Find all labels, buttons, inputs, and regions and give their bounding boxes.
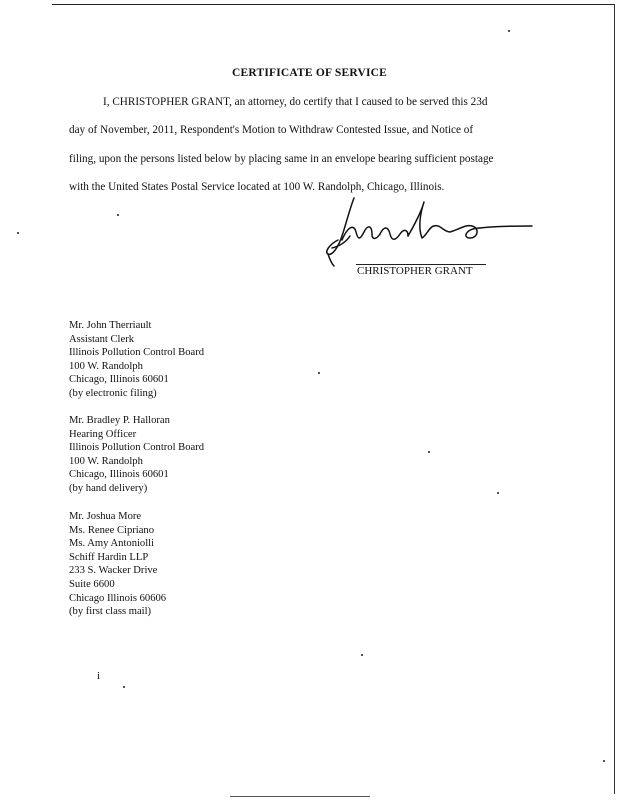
stray-mark: i xyxy=(97,670,101,682)
certificate-title: CERTIFICATE OF SERVICE xyxy=(231,67,388,79)
body-line-1: I, CHRISTOPHER GRANT, an attorney, do certify that I caused to be served this 23d xyxy=(103,96,488,108)
address-line: Chicago, Illinois 60601 xyxy=(69,374,169,386)
address-line: Chicago Illinois 60606 xyxy=(69,592,167,604)
address-line: Schiff Hardin LLP xyxy=(69,551,149,563)
address-line: Chicago, Illinois 60601 xyxy=(69,469,169,481)
recipient-block-schiff-hardin xyxy=(69,510,166,619)
address-line: 100 W. Randolph xyxy=(69,360,143,372)
body-line-2: day of November, 2011, Respondent's Motion to Withdraw Contested Issue, and Notice of xyxy=(69,124,474,136)
address-line: Ms. Amy Antoniolli xyxy=(69,538,155,550)
scan-speck xyxy=(117,214,119,216)
scan-speck xyxy=(123,686,125,688)
scan-speck xyxy=(428,451,430,453)
body-line-3: filing, upon the persons listed below by placing same in an envelope bearing sufficient postage xyxy=(69,153,494,165)
address-line: Hearing Officer xyxy=(69,428,137,440)
scan-speck xyxy=(17,232,19,234)
scan-edge-top xyxy=(52,4,614,5)
scan-speck xyxy=(508,30,510,32)
signature xyxy=(320,196,535,270)
address-line: (by hand delivery) xyxy=(69,482,148,494)
scan-edge-bottom xyxy=(230,796,370,797)
address-line: (by electronic filing) xyxy=(69,387,157,399)
address-line: Mr. Bradley P. Halloran xyxy=(69,415,170,426)
address-line: Mr. Joshua More xyxy=(69,511,142,522)
address-line: Suite 6600 xyxy=(69,578,115,590)
body-line-4: with the United States Postal Service located at 100 W. Randolph, Chicago, Illinois. xyxy=(69,181,445,193)
scan-speck xyxy=(361,654,363,656)
address-line: 100 W. Randolph xyxy=(69,455,143,467)
address-line: 233 S. Wacker Drive xyxy=(69,565,158,577)
recipient-block-therriault xyxy=(69,319,204,401)
address-line: Illinois Pollution Control Board xyxy=(69,347,205,359)
address-line: Mr. John Therriault xyxy=(69,320,152,331)
scan-speck xyxy=(603,760,605,762)
scan-speck xyxy=(318,372,320,374)
recipient-block-halloran xyxy=(69,414,204,496)
address-line: Assistant Clerk xyxy=(69,333,135,345)
address-line: (by first class mail) xyxy=(69,606,152,618)
address-line: Ms. Renee Cipriano xyxy=(69,524,155,536)
scan-speck xyxy=(497,492,499,494)
scan-edge-right xyxy=(614,4,615,794)
address-line: Illinois Pollution Control Board xyxy=(69,442,205,454)
signatory-name: CHRISTOPHER GRANT xyxy=(357,265,473,277)
